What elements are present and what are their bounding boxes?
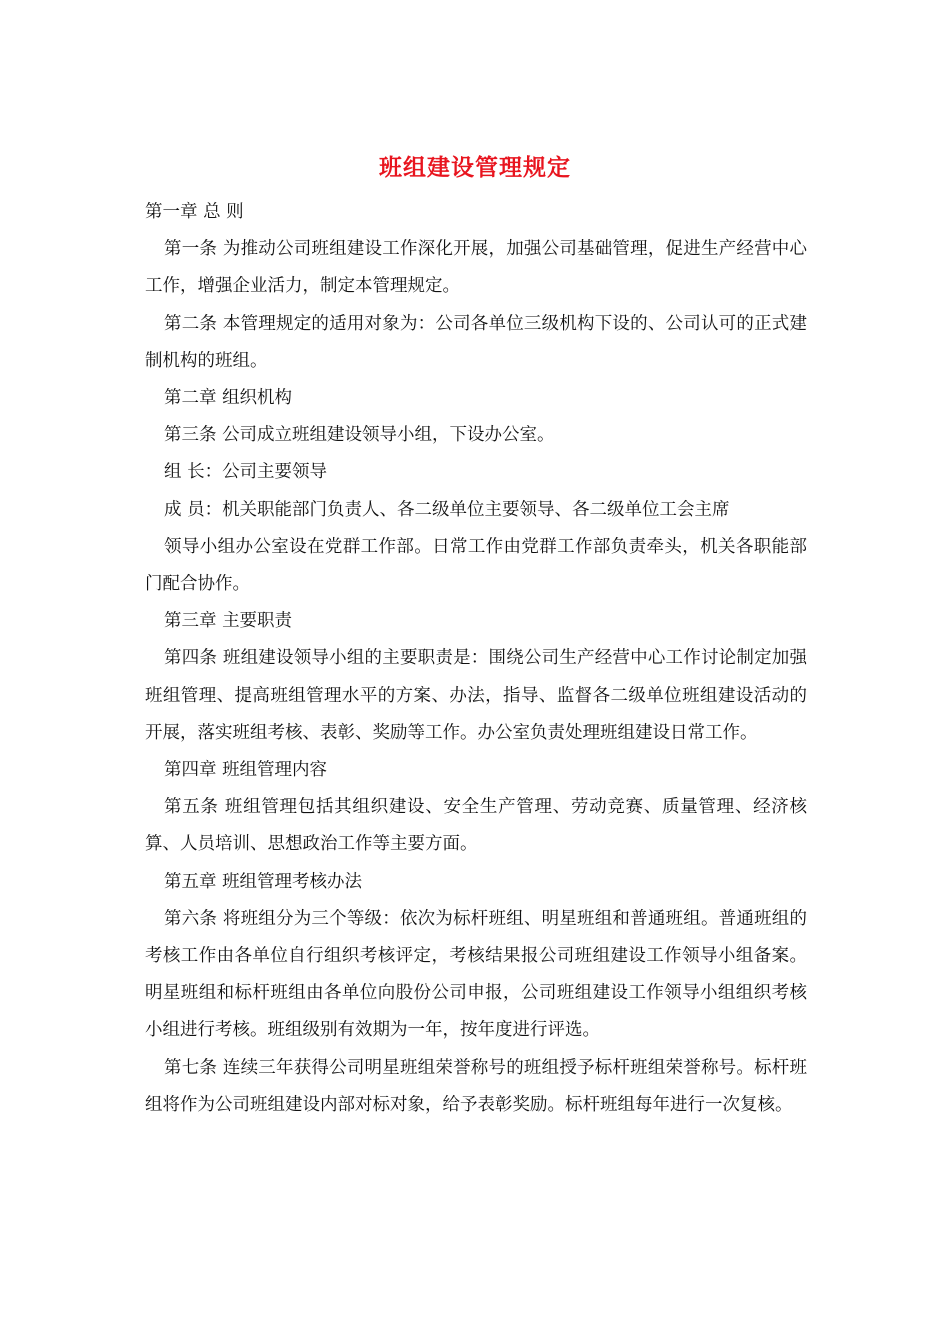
paragraph: 组 长：公司主要领导: [164, 462, 328, 483]
paragraph: 第三条 公司成立班组建设领导小组，下设办公室。: [164, 425, 555, 446]
paragraph: 第四条 班组建设领导小组的主要职责是：围绕公司生产经营中心工作讨论制定加强班组管理、提高班组管理水平的方案、办法，指导、监督各二级单位班组建设活动的开展，落实班组考核、表彰、奖励等工作。办公室负责处理班组建设日常工作。: [145, 648, 807, 743]
paragraph: 第一条 为推动公司班组建设工作深化开展，加强公司基础管理，促进生产经营中心工作，增强企业活力，制定本管理规定。: [145, 239, 807, 297]
chapter-heading: 第四章 班组管理内容: [164, 760, 328, 781]
paragraph: 成 员：机关职能部门负责人、各二级单位主要领导、各二级单位工会主席: [164, 499, 730, 520]
paragraph: 第七条 连续三年获得公司明星班组荣誉称号的班组授予标杆班组荣誉称号。标杆班组将作为公司班组建设内部对标对象，给予表彰奖励。标杆班组每年进行一次复核。: [145, 1057, 807, 1115]
paragraph: 第一章 总 则: [145, 202, 244, 222]
paragraph: 第五条 班组管理包括其组织建设、安全生产管理、劳动竞赛、质量管理、经济核算、人员培训、思想政治工作等主要方面。: [145, 797, 807, 855]
paragraph: 领导小组办公室设在党群工作部。日常工作由党群工作部负责牵头，机关各职能部门配合协作。: [145, 536, 807, 595]
chapter-heading: 第五章 班组管理考核办法: [164, 871, 363, 892]
paragraph: 第二条 本管理规定的适用对象为：公司各单位三级机构下设的、公司认可的正式建制机构的班组。: [145, 313, 807, 371]
document-title: 班组建设管理规定: [379, 154, 571, 181]
paragraph: 第六条 将班组分为三个等级：依次为标杆班组、明星班组和普通班组。普通班组的考核工作由各单位自行组织考核评定，考核结果报公司班组建设工作领导小组备案。明星班组和标杆班组由各单位向股份公司申报，公司班组建设工作领导小组组织考核小组进行考核。班组级别有效期为一年，按年度进行评选。: [145, 908, 807, 1041]
chapter-heading: 第二章 组织机构: [164, 388, 293, 409]
chapter-heading: 第三章 主要职责: [164, 611, 293, 632]
document-body: [145, 194, 807, 1124]
